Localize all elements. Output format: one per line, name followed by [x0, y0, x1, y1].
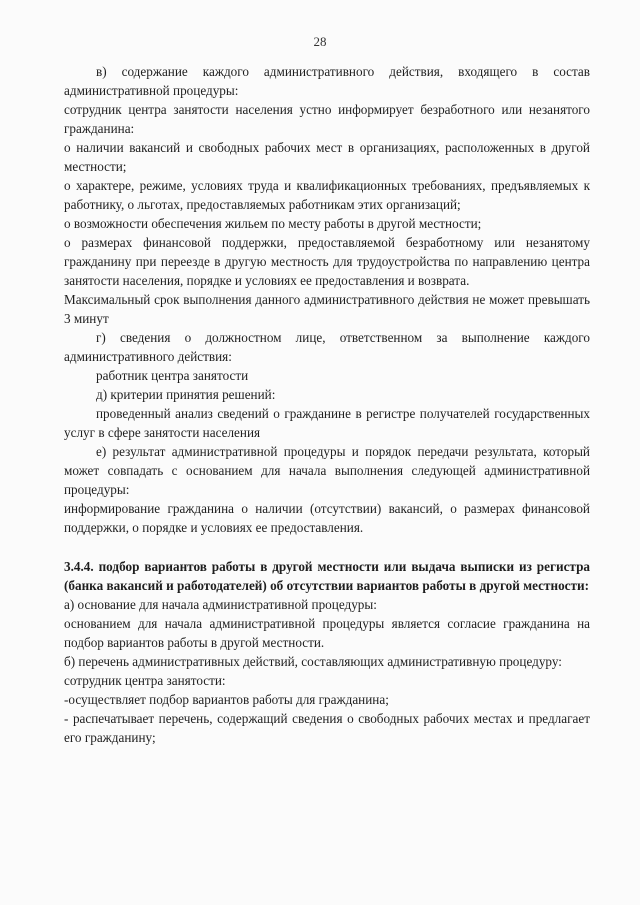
paragraph: информирование гражданина о наличии (отсутствии) вакансий, о размерах финансовой поддержки, о порядке и условиях ее предоставления.: [64, 501, 590, 535]
page-number: 28: [313, 34, 327, 49]
paragraph: - распечатывает перечень, содержащий сведения о свободных рабочих местах и предлагает его гражданину;: [64, 711, 590, 745]
paragraph: работник центра занятости: [96, 368, 249, 383]
paragraph: в) содержание каждого административного действия, входящего в состав административной процедуры:: [64, 64, 590, 98]
section-spacer: [64, 537, 590, 557]
paragraph: о наличии вакансий и свободных рабочих мест в организациях, расположенных в другой местности;: [64, 140, 590, 174]
paragraph: -осуществляет подбор вариантов работы для гражданина;: [64, 692, 389, 707]
paragraph: сотрудник центра занятости:: [64, 673, 226, 688]
paragraph: б) перечень административных действий, составляющих административную процедуру:: [64, 654, 562, 669]
paragraph: д) критерии принятия решений:: [96, 387, 276, 402]
paragraph: е) результат административной процедуры и порядок передачи результата, который может совпадать с основанием для начала выполнения следующей административной процедуры:: [64, 444, 590, 497]
paragraph: г) сведения о должностном лице, ответственном за выполнение каждого административного действия:: [64, 330, 590, 364]
paragraph: Максимальный срок выполнения данного административного действия не может превышать 3 минут: [64, 292, 590, 326]
section-heading: 3.4.4. подбор вариантов работы в другой местности или выдача выписки из регистра (банка вакансий и работодателей) об отсутствии вариантов работы в другой местности:: [64, 559, 590, 593]
paragraph: о размерах финансовой поддержки, предоставляемой безработному или незанятому гражданину при переезде в другую местность для трудоустройства по направлению центра занятости населения, порядке и условиях ее предоставления и возврата.: [64, 235, 590, 288]
paragraph: о характере, режиме, условиях труда и квалификационных требованиях, предъявляемых к работнику, о льготах, предоставляемых работникам этих организаций;: [64, 178, 590, 212]
paragraph: о возможности обеспечения жильем по месту работы в другой местности;: [64, 216, 482, 231]
paragraph: а) основание для начала административной процедуры:: [64, 597, 377, 612]
paragraph: основанием для начала административной процедуры является согласие гражданина на подбор вариантов работы в другой местности.: [64, 616, 590, 650]
paragraph: сотрудник центра занятости населения устно информирует безработного или незанятого гражданина:: [64, 102, 590, 136]
document-body: [64, 62, 590, 747]
paragraph: проведенный анализ сведений о гражданине в регистре получателей государственных услуг в сфере занятости населения: [64, 406, 590, 440]
